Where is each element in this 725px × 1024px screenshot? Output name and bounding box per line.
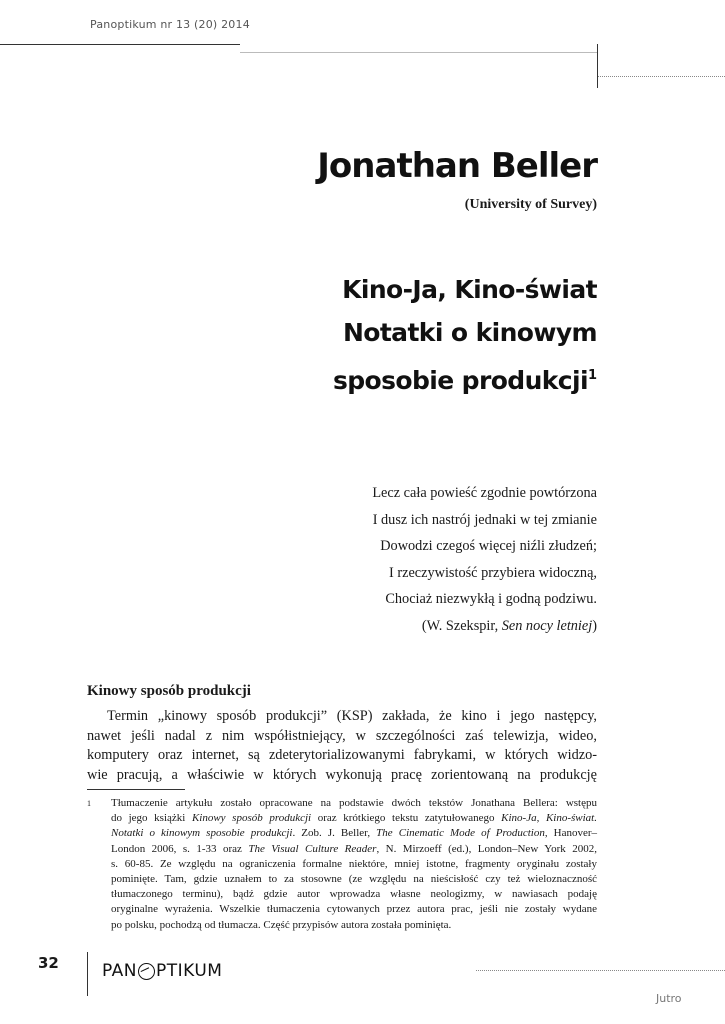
fn-italic: Notatki o kinowym sposobie produkcji: [111, 827, 293, 840]
body-line: komputery oraz internet, są zdeterytorializowanymi fabrykami, w których widzo-: [87, 747, 597, 763]
body-line: nawet jeśli nadal z nim współistniejący, w szczególności zaś telewizja, wideo,: [87, 727, 597, 744]
fn-text: , N. Mirzoeff (ed.), London–New York 2002,: [376, 842, 597, 855]
attribution-work: Sen nocy letniej: [501, 617, 593, 634]
footnote-line: Tłumaczenie artykułu zostało opracowane na podstawie dwóch tekstów Jonathana Bellera: wstępu: [111, 797, 597, 809]
footnote-line: [87, 842, 597, 857]
footnote-line: s. 60-85. Ze względu na ograniczenia formalne niektóre, mniej istotne, fragmenty oryginału zostały: [111, 857, 597, 870]
header-rule-light: [240, 52, 598, 53]
attribution-suffix: ): [592, 617, 597, 634]
title-line: Notatki o kinowym: [342, 318, 597, 347]
journal-logo: [102, 961, 222, 981]
fn-text: , Hanover–: [544, 827, 598, 840]
header-dotted-rule: [598, 76, 725, 77]
body-text: [87, 707, 597, 785]
body-line: Termin „kinowy sposób produkcji” (KSP) zakłada, że kino i jego następcy,: [107, 708, 597, 724]
fn-text: oraz krótkiego tekstu zatytułowanego: [311, 812, 502, 825]
title-line: [333, 354, 597, 402]
author-affiliation: (University of Survey): [464, 197, 597, 212]
fn-text: . Zob. J. Beller,: [292, 827, 377, 840]
logo-text-right: PTIKUM: [156, 961, 223, 981]
title-line-text: sposobie produkcji: [332, 366, 588, 395]
footnote: [87, 796, 597, 933]
epigraph-attribution: [372, 613, 597, 640]
fn-italic: Kino-Ja, Kino-świat.: [501, 812, 597, 825]
footnote-line: po polsku, pochodzą od tłumacza. Część przypisów autora została pominięta.: [111, 918, 452, 931]
fn-italic: The Visual Culture Reader: [248, 842, 377, 855]
footnote-marker: 1: [87, 799, 91, 808]
author-name: Jonathan Beller: [317, 146, 597, 186]
epigraph-line: I rzeczywistość przybiera widoczną,: [389, 564, 597, 581]
fn-text: do jego książki: [111, 812, 192, 825]
fn-italic: The Cinematic Mode of Production: [376, 827, 545, 840]
footnote-rule: [87, 789, 185, 790]
footnote-line: [87, 826, 597, 841]
epigraph-line: Chociaż niezwykłą i godną podziwu.: [385, 591, 597, 608]
footer-vertical-rule: [87, 952, 88, 996]
body-line: wie pracują, a właściwie w których wykonują pracę zorientowaną na produkcję: [87, 766, 597, 783]
epigraph-line: Lecz cała powieść zgodnie powtórzona: [372, 485, 597, 501]
logo-eye-icon: [138, 963, 155, 980]
footnote-line: [87, 811, 597, 826]
journal-reference: Panoptikum nr 13 (20) 2014: [90, 18, 250, 31]
title-footnote-marker[interactable]: 1: [587, 368, 597, 383]
attribution-prefix: (W. Szekspir,: [421, 617, 502, 634]
footnote-line: pominięte. Tam, gdzie uznałem to za stosowne (ze względu na nieścisłość czy też wieloznaczność: [111, 872, 597, 885]
footnote-line: tłumaczonego terminu), bądź gdzie autor wprowadza własne neologizmy, w nawiasach podaję: [111, 888, 597, 901]
section-heading: Kinowy sposób produkcji: [87, 683, 251, 699]
footer-dotted-rule: [476, 970, 725, 971]
title-line: Kino-Ja, Kino-świat: [342, 275, 597, 304]
logo-text-left: PAN: [102, 961, 138, 981]
header-rule: [0, 44, 240, 45]
fn-text: London 2006, s. 1-33 oraz: [111, 842, 249, 855]
epigraph-line: Dowodzi czegoś więcej niźli złudzeń;: [380, 538, 597, 555]
section-tag: Jutro: [656, 992, 682, 1005]
fn-italic: Kinowy sposób produkcji: [191, 812, 312, 825]
page-number: 32: [38, 954, 59, 972]
article-title: [333, 268, 597, 402]
header-vertical-rule: [597, 44, 598, 88]
epigraph-line: I dusz ich nastrój jednaki w tej zmianie: [372, 511, 597, 528]
footnote-line: oryginalne wyrażenia. Wszelkie tłumaczenia cytowanych przez autora prac, jeśli nie zostały wydane: [111, 903, 597, 916]
epigraph: [372, 480, 597, 640]
